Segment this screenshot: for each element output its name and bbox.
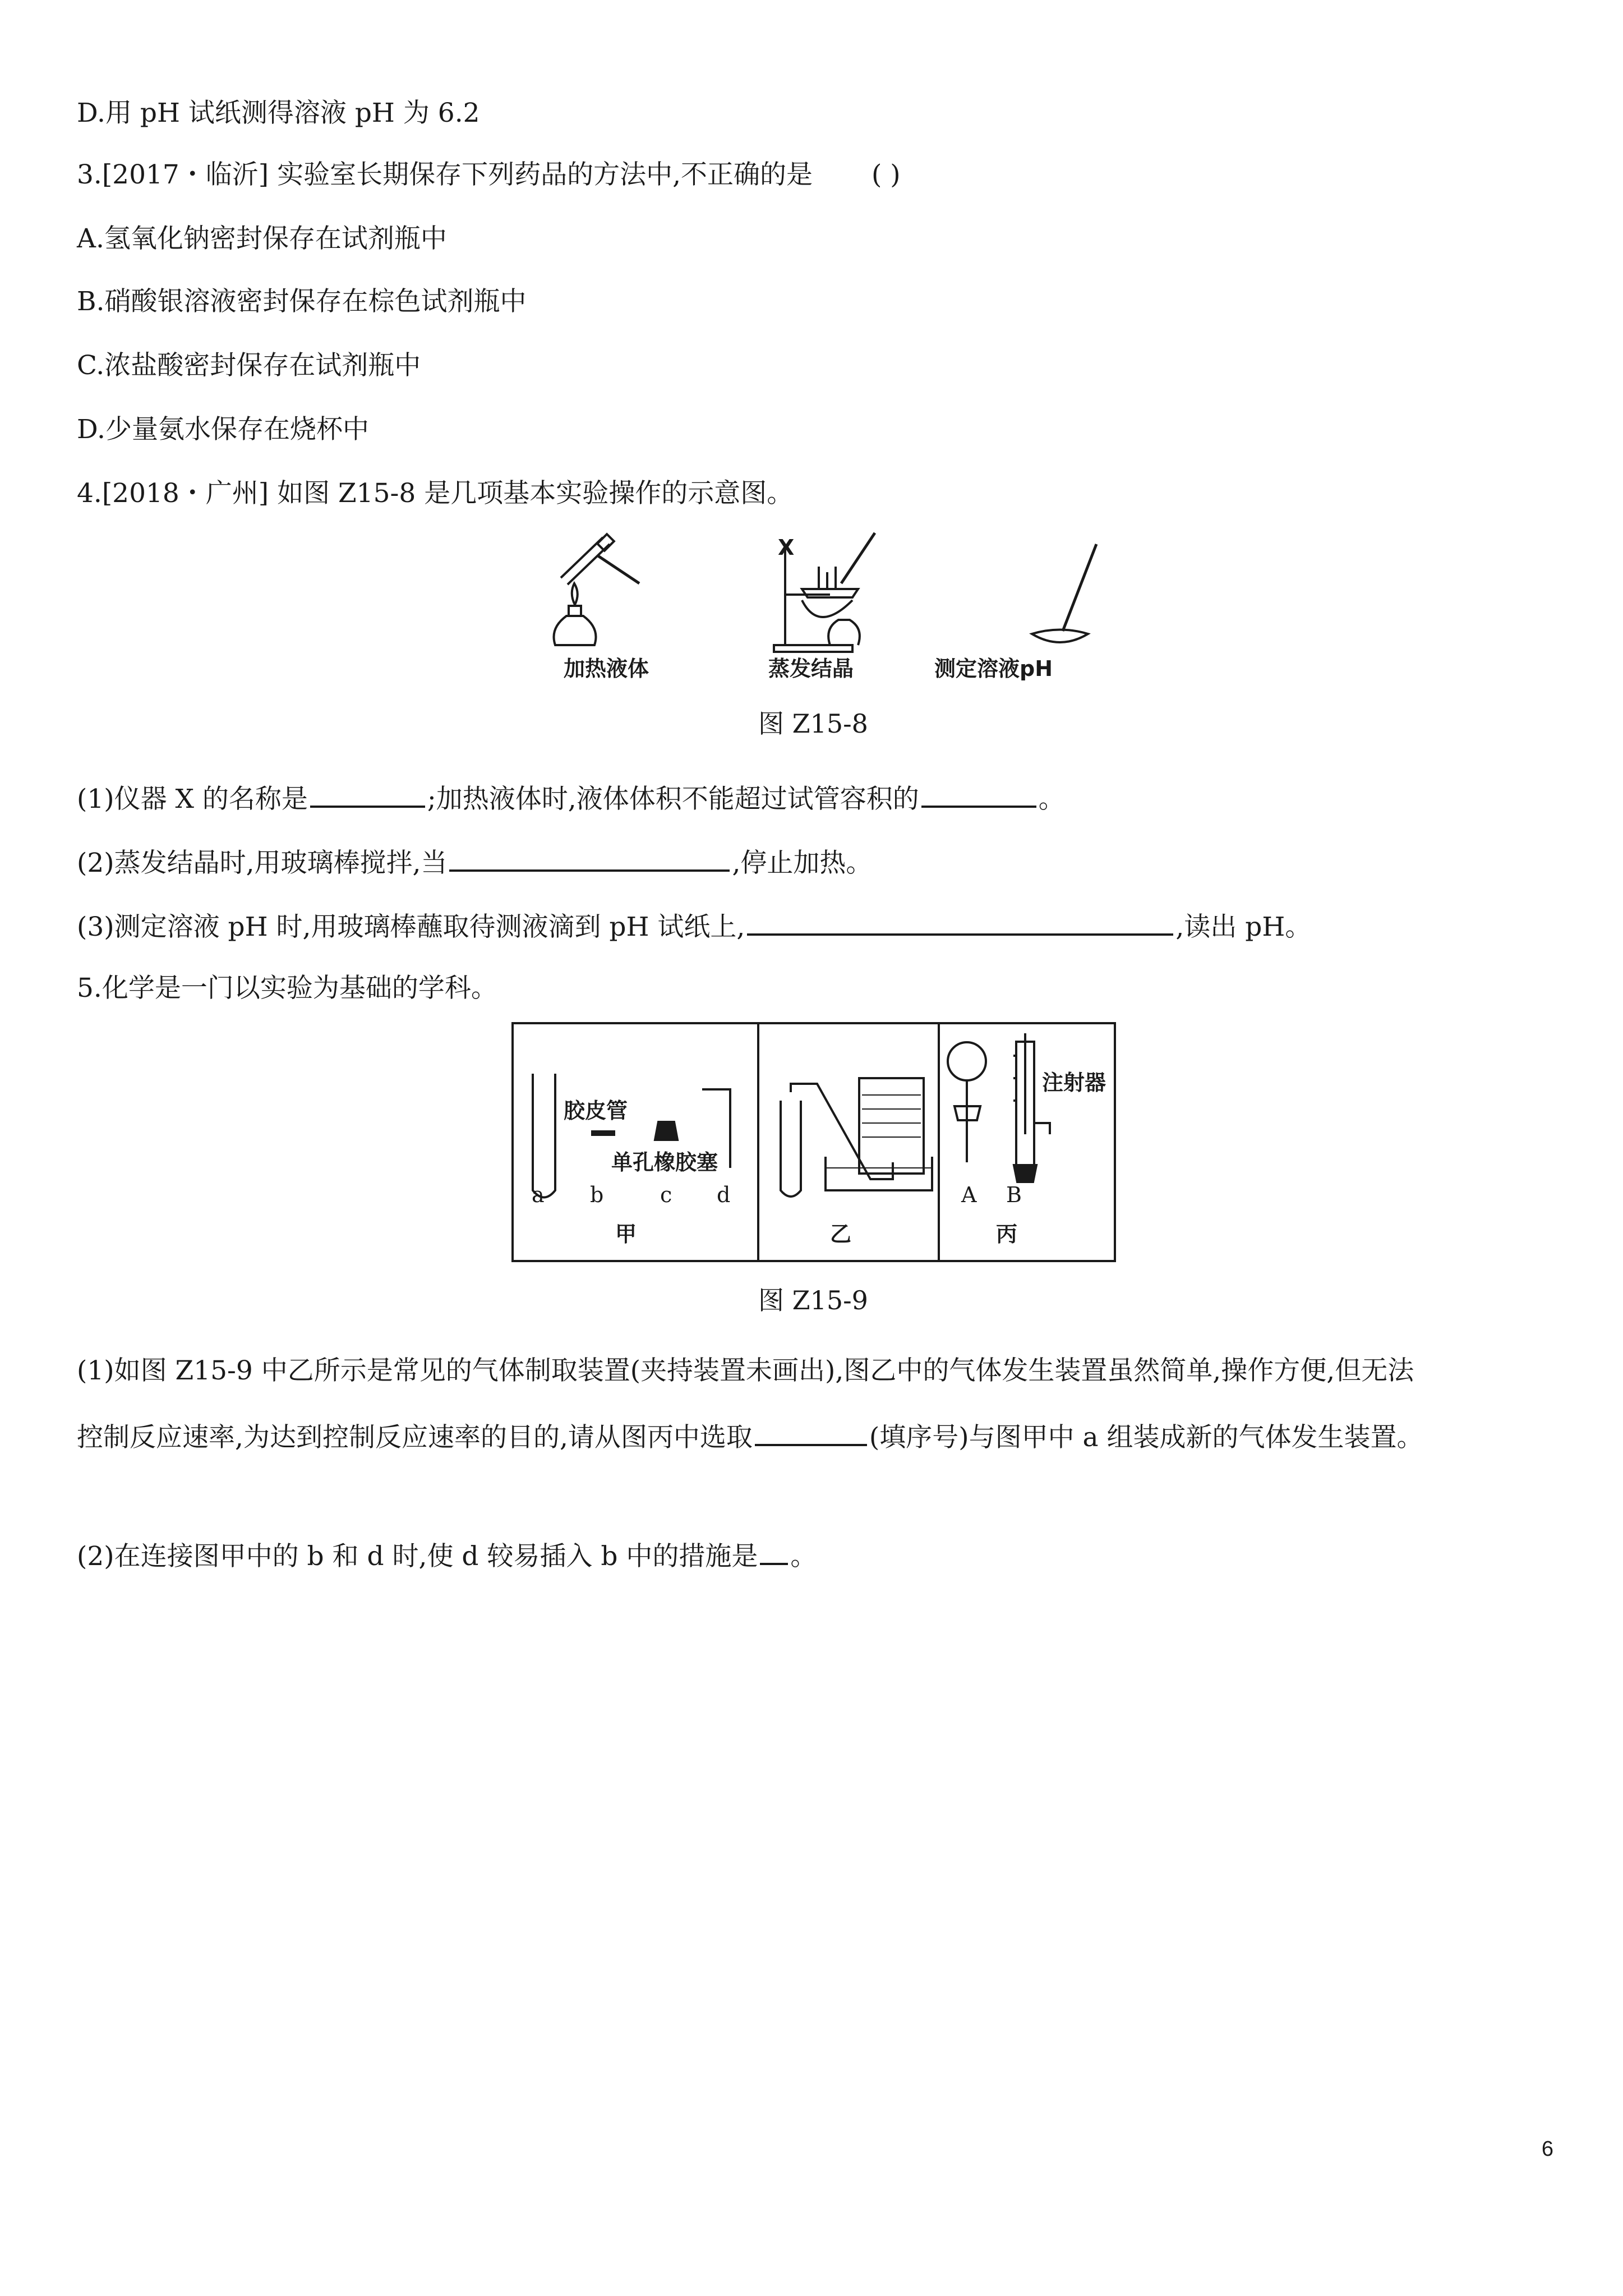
q5-sub2-text-a: (2)在连接图甲中的 b 和 d 时,使 d 较易插入 b 中的措施是 bbox=[77, 1541, 758, 1572]
q3-stem bbox=[77, 158, 901, 192]
q5-sub1-line1: (1)如图 Z15-9 中乙所示是常见的气体制取装置(夹持装置未画出),图乙中的气体发生装置虽然简单,操作方便,但无法 bbox=[77, 1355, 1414, 1386]
figure-letter-c: c bbox=[660, 1182, 672, 1207]
q5-sub1-line2 bbox=[77, 1418, 1423, 1455]
ph-dish bbox=[1032, 544, 1096, 642]
q4-sub1 bbox=[77, 780, 1065, 816]
q4-sub1-blank-2[interactable] bbox=[921, 780, 1036, 808]
figure-label-syringe: 注射器 bbox=[1042, 1070, 1106, 1095]
separatory-funnel-a bbox=[948, 1042, 986, 1080]
q4-sub1-text-c: 。 bbox=[1038, 784, 1065, 815]
q5-sub1-text-b: (填序号)与图甲中 a 组装成新的气体发生装置。 bbox=[869, 1422, 1423, 1453]
figure-label-measure-ph: 测定溶液pH bbox=[934, 656, 1053, 681]
q4-stem: 4.[2018・广州] 如图 Z15-8 是几项基本实验操作的示意图。 bbox=[77, 478, 794, 509]
figure-letter-a: a bbox=[532, 1182, 545, 1207]
figure-label-x: X bbox=[778, 535, 795, 560]
q3-option-c: C.浓盐酸密封保存在试剂瓶中 bbox=[77, 350, 421, 381]
figure-label-evaporation: 蒸发结晶 bbox=[768, 656, 854, 681]
q4-sub1-text-a: (1)仪器 X 的名称是 bbox=[77, 784, 308, 815]
figure-panel-bing: 丙 bbox=[996, 1222, 1018, 1246]
alcohol-lamp-1 bbox=[554, 583, 596, 645]
q4-sub1-text-b: ;加热液体时,液体体积不能超过试管容积的 bbox=[427, 784, 919, 815]
figure-caption-z15-8: 图 Z15-8 bbox=[758, 708, 868, 739]
figure-label-heating-liquid: 加热液体 bbox=[564, 656, 649, 681]
figure-label-rubber-tube: 胶皮管 bbox=[564, 1098, 628, 1123]
figure-panel-jia: 甲 bbox=[615, 1222, 637, 1246]
q4-sub1-blank-1[interactable] bbox=[310, 780, 425, 808]
q4-sub2-text-a: (2)蒸发结晶时,用玻璃棒搅拌,当 bbox=[77, 848, 448, 878]
test-tube-a bbox=[533, 1074, 555, 1198]
q2-option-d: D.用 pH 试纸测得溶液 pH 为 6.2 bbox=[77, 98, 480, 128]
gas-jar bbox=[859, 1078, 924, 1174]
test-tube-holder bbox=[561, 534, 639, 585]
page-number: 6 bbox=[1541, 2137, 1553, 2161]
q3-answer-bracket: ( ) bbox=[871, 159, 901, 190]
rubber-stopper-c bbox=[655, 1122, 677, 1140]
figure-caption-z15-9: 图 Z15-9 bbox=[758, 1285, 868, 1315]
q4-sub2-blank[interactable] bbox=[449, 844, 730, 872]
q5-sub2 bbox=[77, 1537, 817, 1573]
q3-stem-text: 3.[2017・临沂] 实验室长期保存下列药品的方法中,不正确的是 bbox=[77, 159, 813, 190]
q4-sub2 bbox=[77, 844, 872, 880]
figure-letter-upper-a: A bbox=[961, 1182, 977, 1207]
q3-option-b: B.硝酸银溶液密封保存在棕色试剂瓶中 bbox=[77, 286, 527, 317]
q5-sub2-text-b: 。 bbox=[790, 1541, 817, 1572]
figure-z15-9 bbox=[511, 1022, 1117, 1263]
q4-sub2-text-b: ,停止加热。 bbox=[732, 848, 873, 878]
delivery-tube bbox=[791, 1084, 893, 1179]
q5-sub1-text-a: 控制反应速率,为达到控制反应速率的目的,请从图丙中选取 bbox=[77, 1422, 753, 1453]
q5-stem: 5.化学是一门以实验为基础的学科。 bbox=[77, 973, 497, 1004]
figure-z15-8 bbox=[538, 522, 1099, 668]
q3-option-a: A.氢氧化钠密封保存在试剂瓶中 bbox=[77, 223, 447, 254]
generator-tube bbox=[781, 1101, 801, 1197]
q4-sub3 bbox=[77, 908, 1311, 944]
figure-panel-yi: 乙 bbox=[830, 1222, 852, 1246]
q4-sub3-text-b: ,读出 pH。 bbox=[1175, 912, 1312, 942]
figure-letter-upper-b: B bbox=[1006, 1182, 1022, 1207]
figure-letter-d: d bbox=[717, 1182, 731, 1207]
figure-label-stopper: 单孔橡胶塞 bbox=[611, 1150, 718, 1175]
q4-sub3-text-a: (3)测定溶液 pH 时,用玻璃棒蘸取待测液滴到 pH 试纸上, bbox=[77, 912, 745, 942]
figure-letter-b: b bbox=[590, 1182, 604, 1207]
q3-option-d: D.少量氨水保存在烧杯中 bbox=[77, 414, 369, 445]
q5-sub2-blank[interactable] bbox=[760, 1537, 788, 1565]
q5-sub1-blank[interactable] bbox=[755, 1418, 867, 1446]
q4-sub3-blank[interactable] bbox=[747, 908, 1173, 936]
